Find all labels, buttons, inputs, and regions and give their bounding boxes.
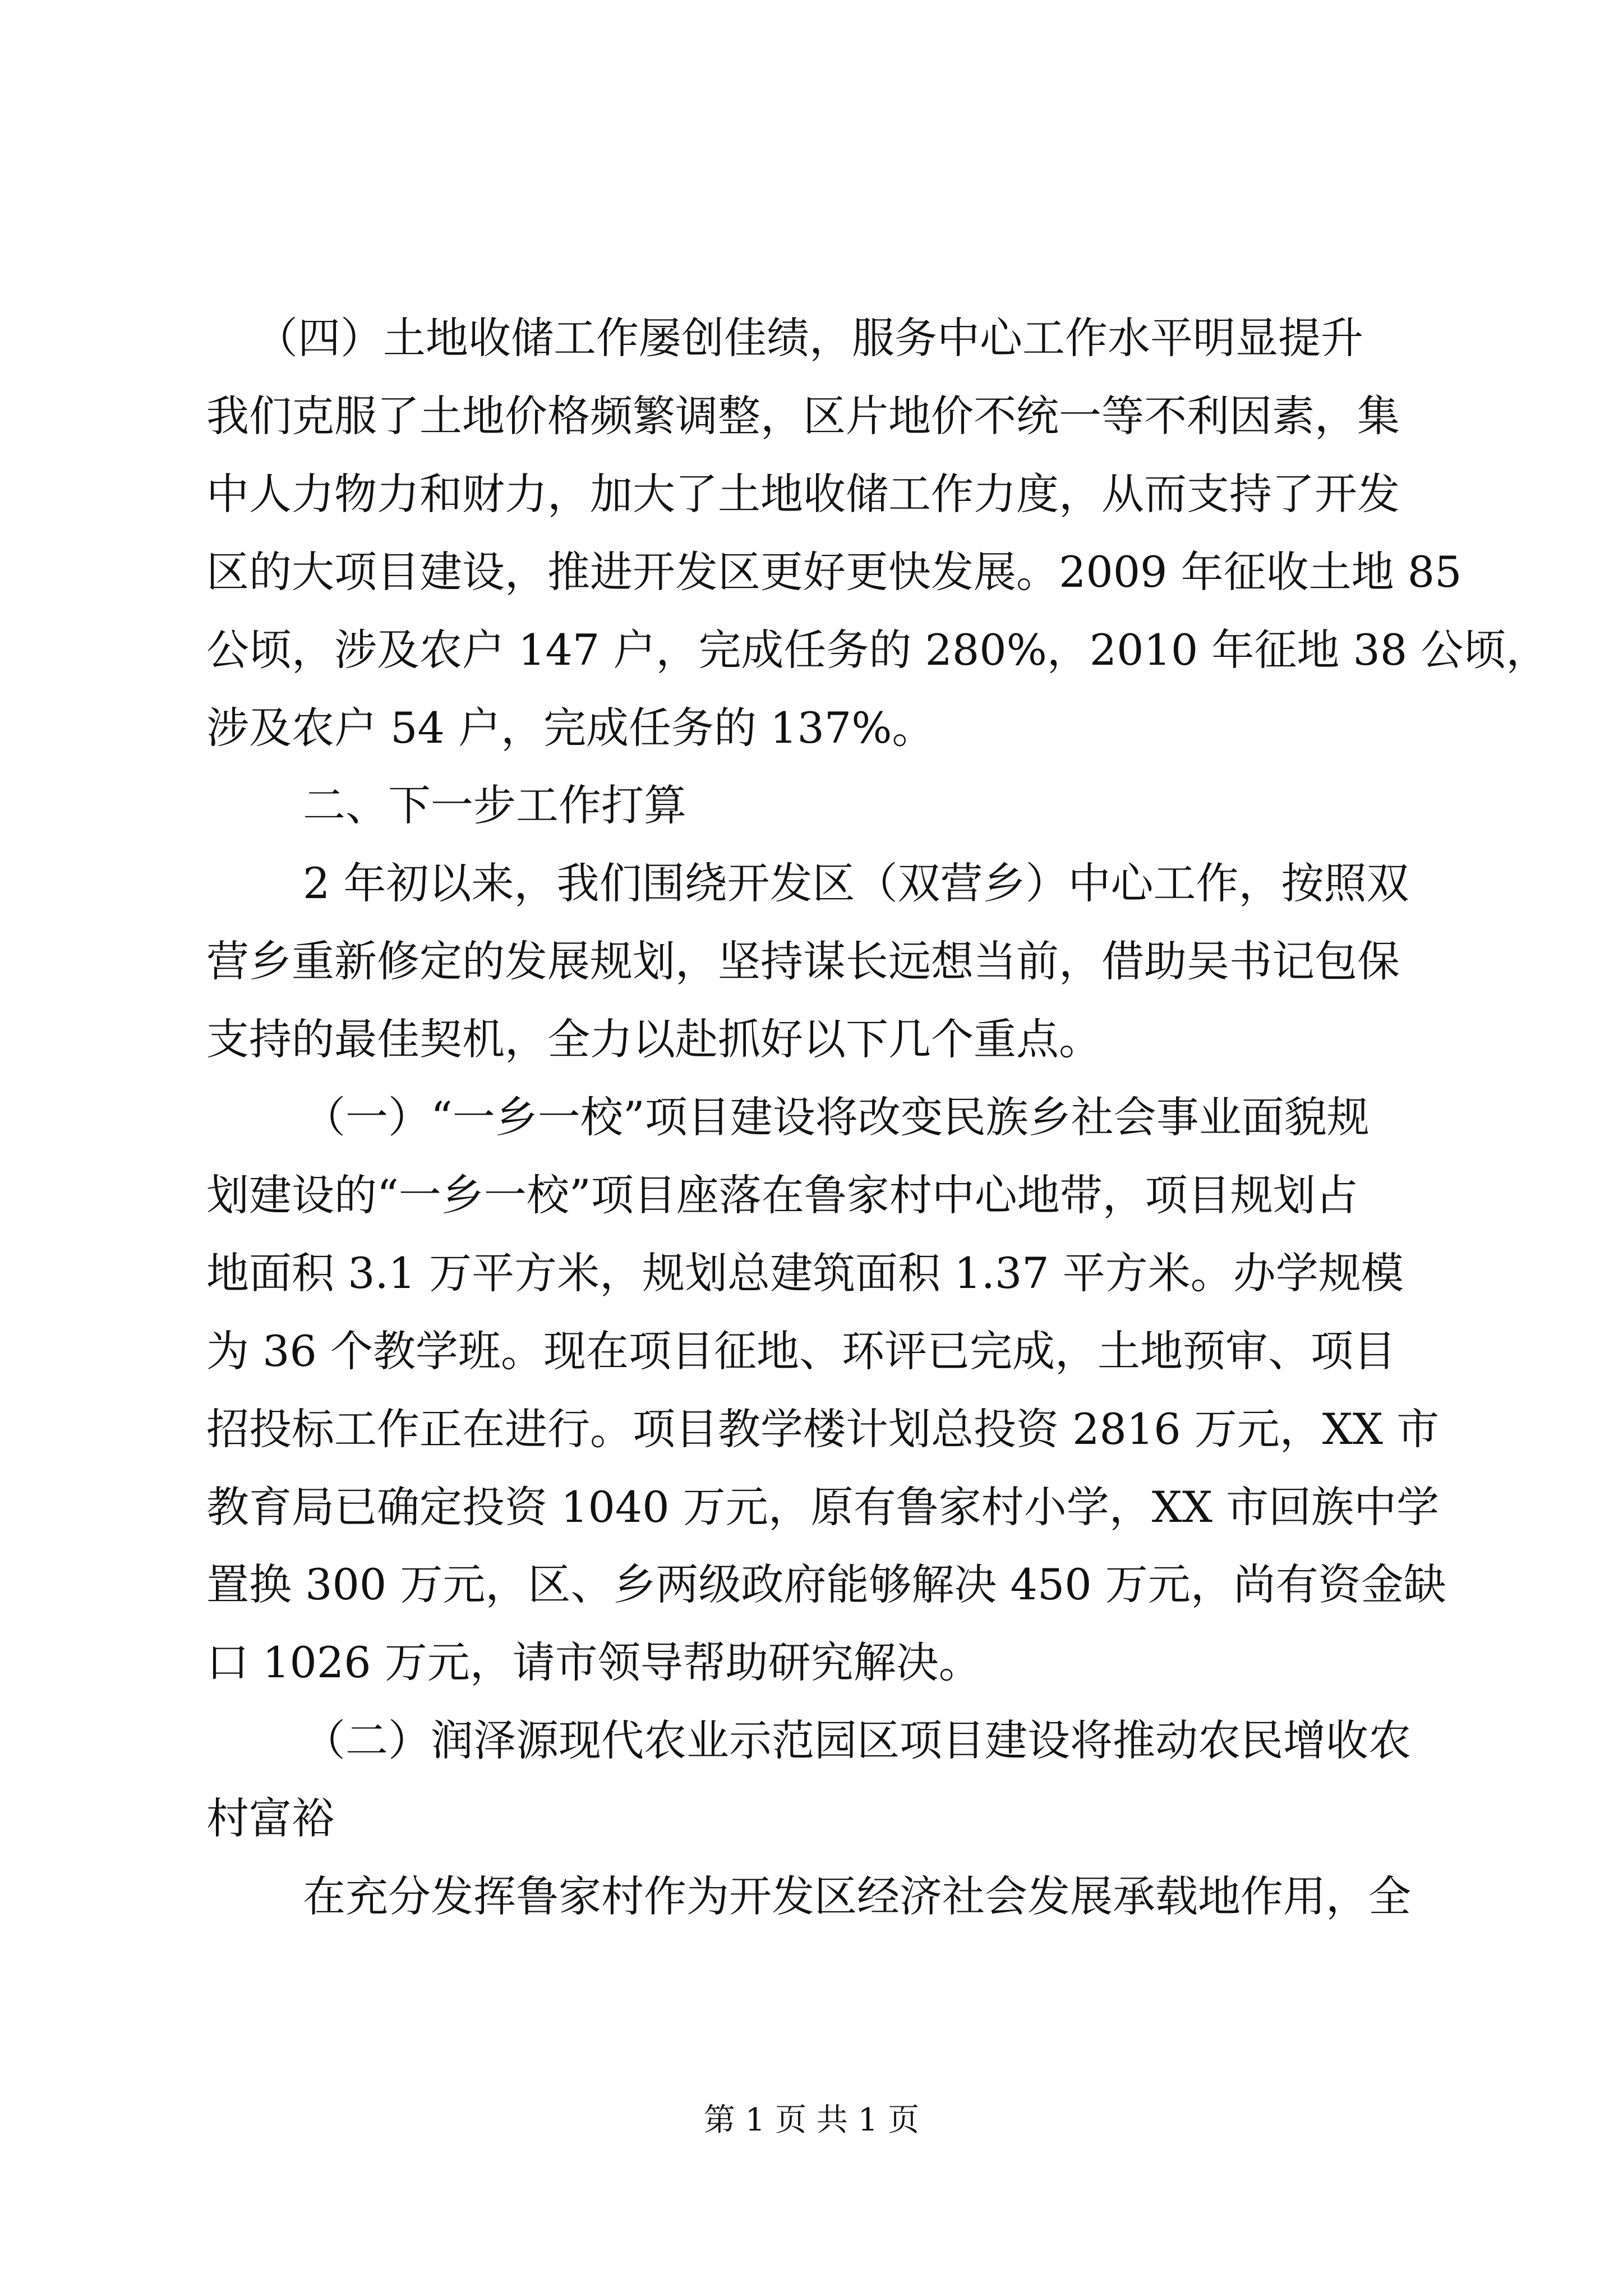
text-line: 2 年初以来，我们围绕开发区（双营乡）中心工作，按照双 <box>303 858 1409 908</box>
text-line: 招投标工作正在进行。项目教学楼计划总投资 2816 万元，XX 市 <box>206 1404 1440 1454</box>
page-footer: 第 1 页 共 1 页 <box>703 2102 920 2138</box>
text-line: 公顷，涉及农户 147 户，完成任务的 280%，2010 年征地 38 公顷， <box>206 625 1549 675</box>
text-line: 教育局已确定投资 1040 万元，原有鲁家村小学，XX 市回族中学 <box>206 1482 1440 1532</box>
text-line: 置换 300 万元，区、乡两级政府能够解决 450 万元，尚有资金缺 <box>206 1559 1446 1609</box>
text-line: 支持的最佳契机，全力以赴抓好以下几个重点。 <box>206 1014 1101 1064</box>
text-line: 营乡重新修定的发展规划，坚持谋长远想当前，借助吴书记包保 <box>206 936 1400 986</box>
text-line: 划建设的“一乡一校”项目座落在鲁家村中心地带，项目规划占 <box>206 1170 1358 1220</box>
text-line: 为 36 个教学班。现在项目征地、环评已完成，土地预审、项目 <box>206 1326 1396 1376</box>
text-line: 地面积 3.1 万平方米，规划总建筑面积 1.37 平方米。办学规模 <box>206 1248 1404 1298</box>
section-heading: 二、下一步工作打算 <box>303 780 686 830</box>
text-line: 涉及农户 54 户，完成任务的 137%。 <box>206 703 935 753</box>
text-line: （一）“一乡一校”项目建设将改变民族乡社会事业面貌规 <box>303 1092 1370 1142</box>
text-line: （二）润泽源现代农业示范园区项目建设将推动农民增收农 <box>303 1715 1411 1765</box>
text-line: 我们克服了土地价格频繁调整，区片地价不统一等不利因素，集 <box>206 391 1400 441</box>
text-line: 区的大项目建设，推进开发区更好更快发展。2009 年征收土地 85 <box>206 547 1462 597</box>
text-line: （四）土地收储工作屡创佳绩，服务中心工作水平明显提升 <box>255 313 1363 363</box>
text-line: 口 1026 万元，请市领导帮助研究解决。 <box>206 1637 981 1687</box>
text-line: 在充分发挥鲁家村作为开发区经济社会发展承载地作用，全 <box>303 1871 1411 1921</box>
text-line: 村富裕 <box>206 1793 334 1843</box>
text-line: 中人力物力和财力，加大了土地收储工作力度，从而支持了开发 <box>206 469 1400 519</box>
